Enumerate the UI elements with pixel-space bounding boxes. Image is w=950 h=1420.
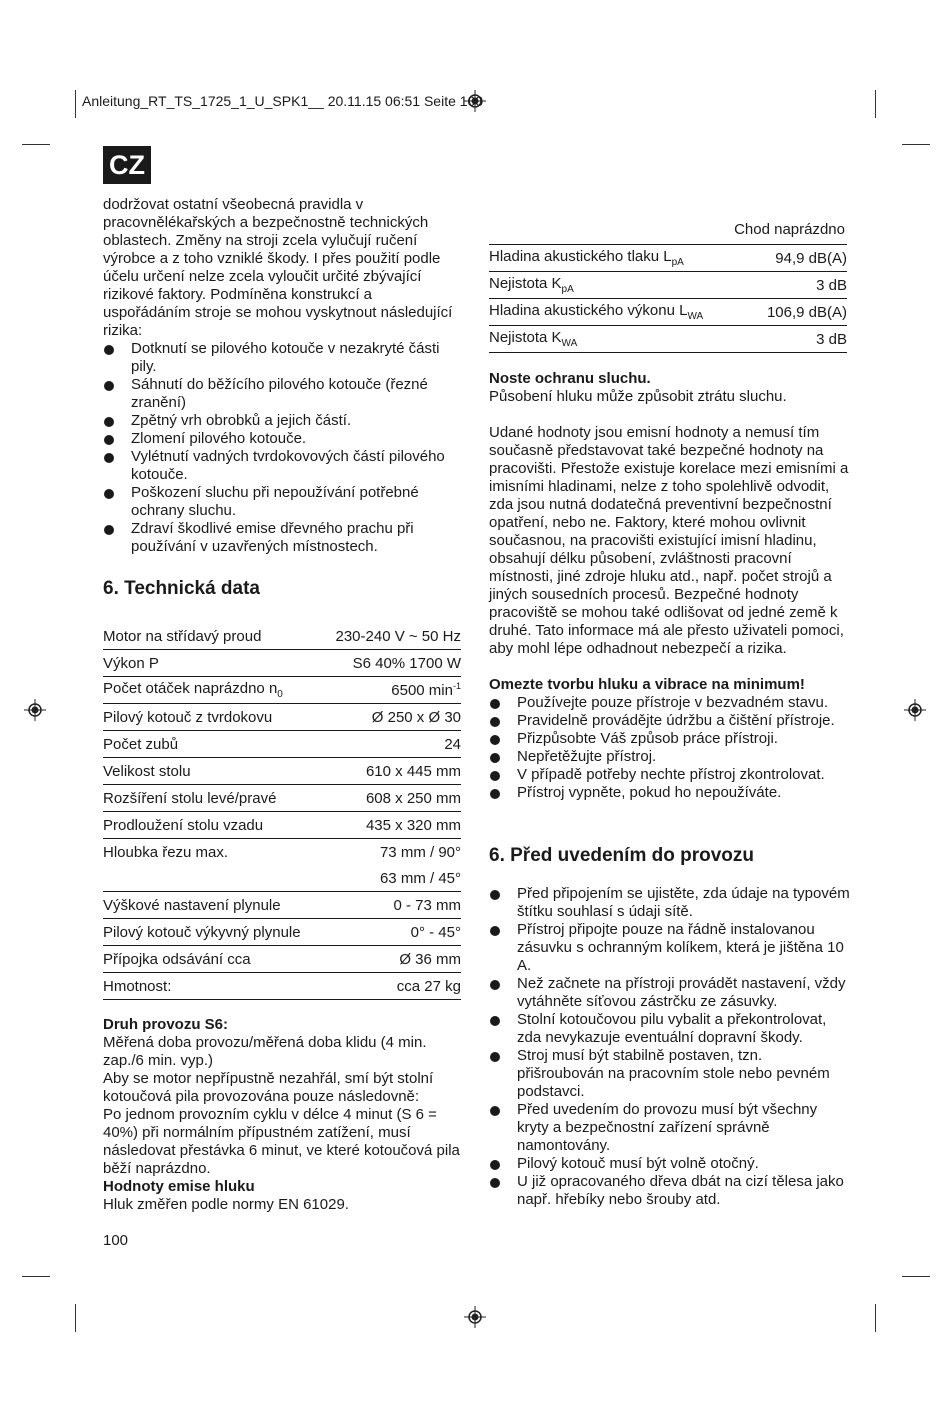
table-row: Počet otáček naprázdno $n_0$ 6500 $\min^{-1}$ [103,677,461,704]
tech-data-table [103,623,461,1000]
registration-mark-icon [464,1306,486,1328]
crop-mark [902,1276,930,1277]
list-item: Dotknutí se pilového kotouče v nezakryté části pily. [103,340,463,376]
bullet-icon [490,735,500,745]
list-item: Přizpůsobte Váš způsob práce přístroji. [489,730,851,748]
table-row: Nejistota $K_{WA}$ 3 dB [489,326,847,353]
list-item: Stolní kotoučovou pilu vybalit a překontrolovat, zda nevykazuje eventuální dopravní škody. [489,1011,851,1047]
list-item: Používejte pouze přístroje v bezvadném stavu. [489,694,851,712]
table-row: Nejistota $K_{pA}$ 3 dB [489,272,847,299]
table-row: Motor na střídavý proud 230-240 V ~ 50 Hz [103,623,461,650]
crop-mark [875,1304,876,1332]
tech-data-heading: 6. Technická data [103,578,260,599]
risk-list [103,340,463,556]
crop-mark [22,144,50,145]
list-item: Zpětný vrh obrobků a jejich částí. [103,412,463,430]
bullet-icon [104,525,114,535]
crop-mark [875,90,876,118]
noise-table-header: Chod naprázdno [734,221,845,238]
bullet-icon [490,1016,500,1026]
minimize-list [489,694,851,802]
list-item: Před uvedením do provozu musí být všechny kryty a bezpečnostní zařízení správně namontovány. [489,1101,851,1155]
bullet-icon [490,980,500,990]
list-item: U již opracovaného dřeva dbát na cizí tělesa jako např. hřebíky nebo šrouby atd. [489,1173,851,1209]
language-badge: CZ [103,146,151,184]
protect-text: Působení hluku může způsobit ztrátu sluchu. [489,388,787,405]
list-item: Sáhnutí do běžícího pilového kotouče (řezné zranění) [103,376,463,412]
bullet-icon [490,1052,500,1062]
startup-section [489,885,851,1209]
table-row: Prodloužení stolu vzadu 435 x 320 mm [103,812,461,839]
noise-heading: Hodnoty emise hluku [103,1178,255,1195]
bullet-icon [104,381,114,391]
table-row: Přípojka odsávání cca Ø 36 mm [103,946,461,973]
table-row: Hladina akustického tlaku $L_{pA}$ 94,9 dB(A) [489,245,847,272]
bullet-icon [490,926,500,936]
noise-table [489,244,847,353]
s6-section [103,1016,465,1214]
s6-heading: Druh provozu S6: [103,1016,229,1033]
list-item: Než začnete na přístroji provádět nastavení, vždy vytáhněte síťovou zástrčku ze zásuvky. [489,975,851,1011]
startup-list [489,885,851,1209]
minimize-heading: Omezte tvorbu hluku a vibrace na minimum! [489,676,805,693]
registration-mark-icon [904,699,926,721]
intro-paragraph: dodržovat ostatní všeobecná pravidla v pracovnělékařských a bezpečnostně technických oblastech. Změny na stroji zcela vylučují ručení výrobce a z toho vzniklé škody. I přes použití podle účelu určení nelze zcela vyloučit určité zbývající rizikové faktory. Podmíněna konstrukcí a uspořádáním stroje se mohou vyskytnout následující rizika: [103,196,453,339]
bullet-icon [104,489,114,499]
table-row: 63 mm / 45° [103,865,461,892]
list-item: Zlomení pilového kotouče. [103,430,463,448]
crop-mark [75,90,76,118]
noise-text: Hluk změřen podle normy EN 61029. [103,1196,349,1213]
table-row: Velikost stolu 610 x 445 mm [103,758,461,785]
table-row: Hloubka řezu max. 73 mm / 90° [103,843,461,861]
table-row: Výškové nastavení plynule 0 - 73 mm [103,892,461,919]
bullet-icon [490,1106,500,1116]
table-row: Rozšíření stolu levé/pravé 608 x 250 mm [103,785,461,812]
crop-mark [902,144,930,145]
bullet-icon [490,890,500,900]
protect-heading: Noste ochranu sluchu. [489,370,651,387]
list-item: Před připojením se ujistěte, zda údaje na typovém štítku souhlasí s údaji sítě. [489,885,851,921]
bullet-icon [104,453,114,463]
list-item: Vylétnutí vadných tvrdokovových částí pilového kotouče. [103,448,463,484]
s6-text: Měřená doba provozu/měřená doba klidu (4 min. zap./6 min. vyp.) Aby se motor nepřípustně nezahřál, smí být stolní kotoučová pila provozována pouze následovně: Po jednom provozním cyklu v délce 4 minut (S 6 = 40%) při normálním přípustném zatížení, musí následovat přestávka 6 minut, ve které kotoučová pila běží naprázdno. [103,1034,460,1177]
page-number: 100 [103,1232,129,1249]
bullet-icon [490,789,500,799]
list-item: Pilový kotouč musí být volně otočný. [489,1155,851,1173]
list-item: Přístroj připojte pouze na řádně instalovanou zásuvku s ochranným kolíkem, která je jištěna 10 A. [489,921,851,975]
crop-mark [75,1304,76,1332]
table-row: Výkon P S6 40% 1700 W [103,650,461,677]
list-item: Pravidelně provádějte údržbu a čištění přístroje. [489,712,851,730]
table-row: Hladina akustického výkonu $L_{WA}$ 106,9 dB(A) [489,299,847,326]
list-item: Stroj musí být stabilně postaven, tzn. přišroubován na pracovním stole nebo pevném podstavci. [489,1047,851,1101]
bullet-icon [490,699,500,709]
table-row: Pilový kotouč výkyvný plynule 0° - 45° [103,919,461,946]
bullet-icon [490,771,500,781]
table-row: Hmotnost: cca 27 kg [103,973,461,1000]
list-item: Poškození sluchu při nepoužívání potřebné ochrany sluchu. [103,484,463,520]
bullet-icon [104,435,114,445]
crop-mark [22,1276,50,1277]
right-text-block [489,370,851,802]
list-item: Nepřetěžujte přístroj. [489,748,851,766]
print-header: Anleitung_RT_TS_1725_1_U_SPK1__ 20.11.15 06:51 Seite 100 [82,93,484,109]
left-column [103,196,463,556]
table-row: Pilový kotouč z tvrdokovu Ø 250 x Ø 30 [103,704,461,731]
list-item: Zdraví škodlivé emise dřevného prachu při používání v uzavřených místnostech. [103,520,463,556]
startup-heading: 6. Před uvedením do provozu [489,845,754,866]
emission-text: Udané hodnoty jsou emisní hodnoty a nemusí tím současně představovat také bezpečné hodnoty na pracovišti. Přestože existuje korelace mezi emisními a imisními hladinami, nelze z toho spolehlivě odvodit, zda jsou nutná dodatečná preventivní bezpečnostní opatření, nebo ne. Faktory, které mohou ovlivnit současnou, na pracovišti existující imisní hladinu, obsahují délku působení, zvláštnosti pracovní místnosti, jiné zdroje hluku atd., např. počet strojů a jiných sousedních procesů. Bezpečné hodnoty pracoviště se mohou také odlišovat od jedné země k druhé. Tato informace má ale přesto uživateli pomoci, aby mohl lépe odhadnout nebezpečí a rizika. [489,424,849,657]
bullet-icon [104,417,114,427]
table-row: Počet zubů 24 [103,731,461,758]
bullet-icon [490,717,500,727]
bullet-icon [490,1160,500,1170]
bullet-icon [490,1178,500,1188]
registration-mark-icon [24,699,46,721]
bullet-icon [490,753,500,763]
list-item: Přístroj vypněte, pokud ho nepoužíváte. [489,784,851,802]
bullet-icon [104,345,114,355]
list-item: V případě potřeby nechte přístroj zkontrolovat. [489,766,851,784]
